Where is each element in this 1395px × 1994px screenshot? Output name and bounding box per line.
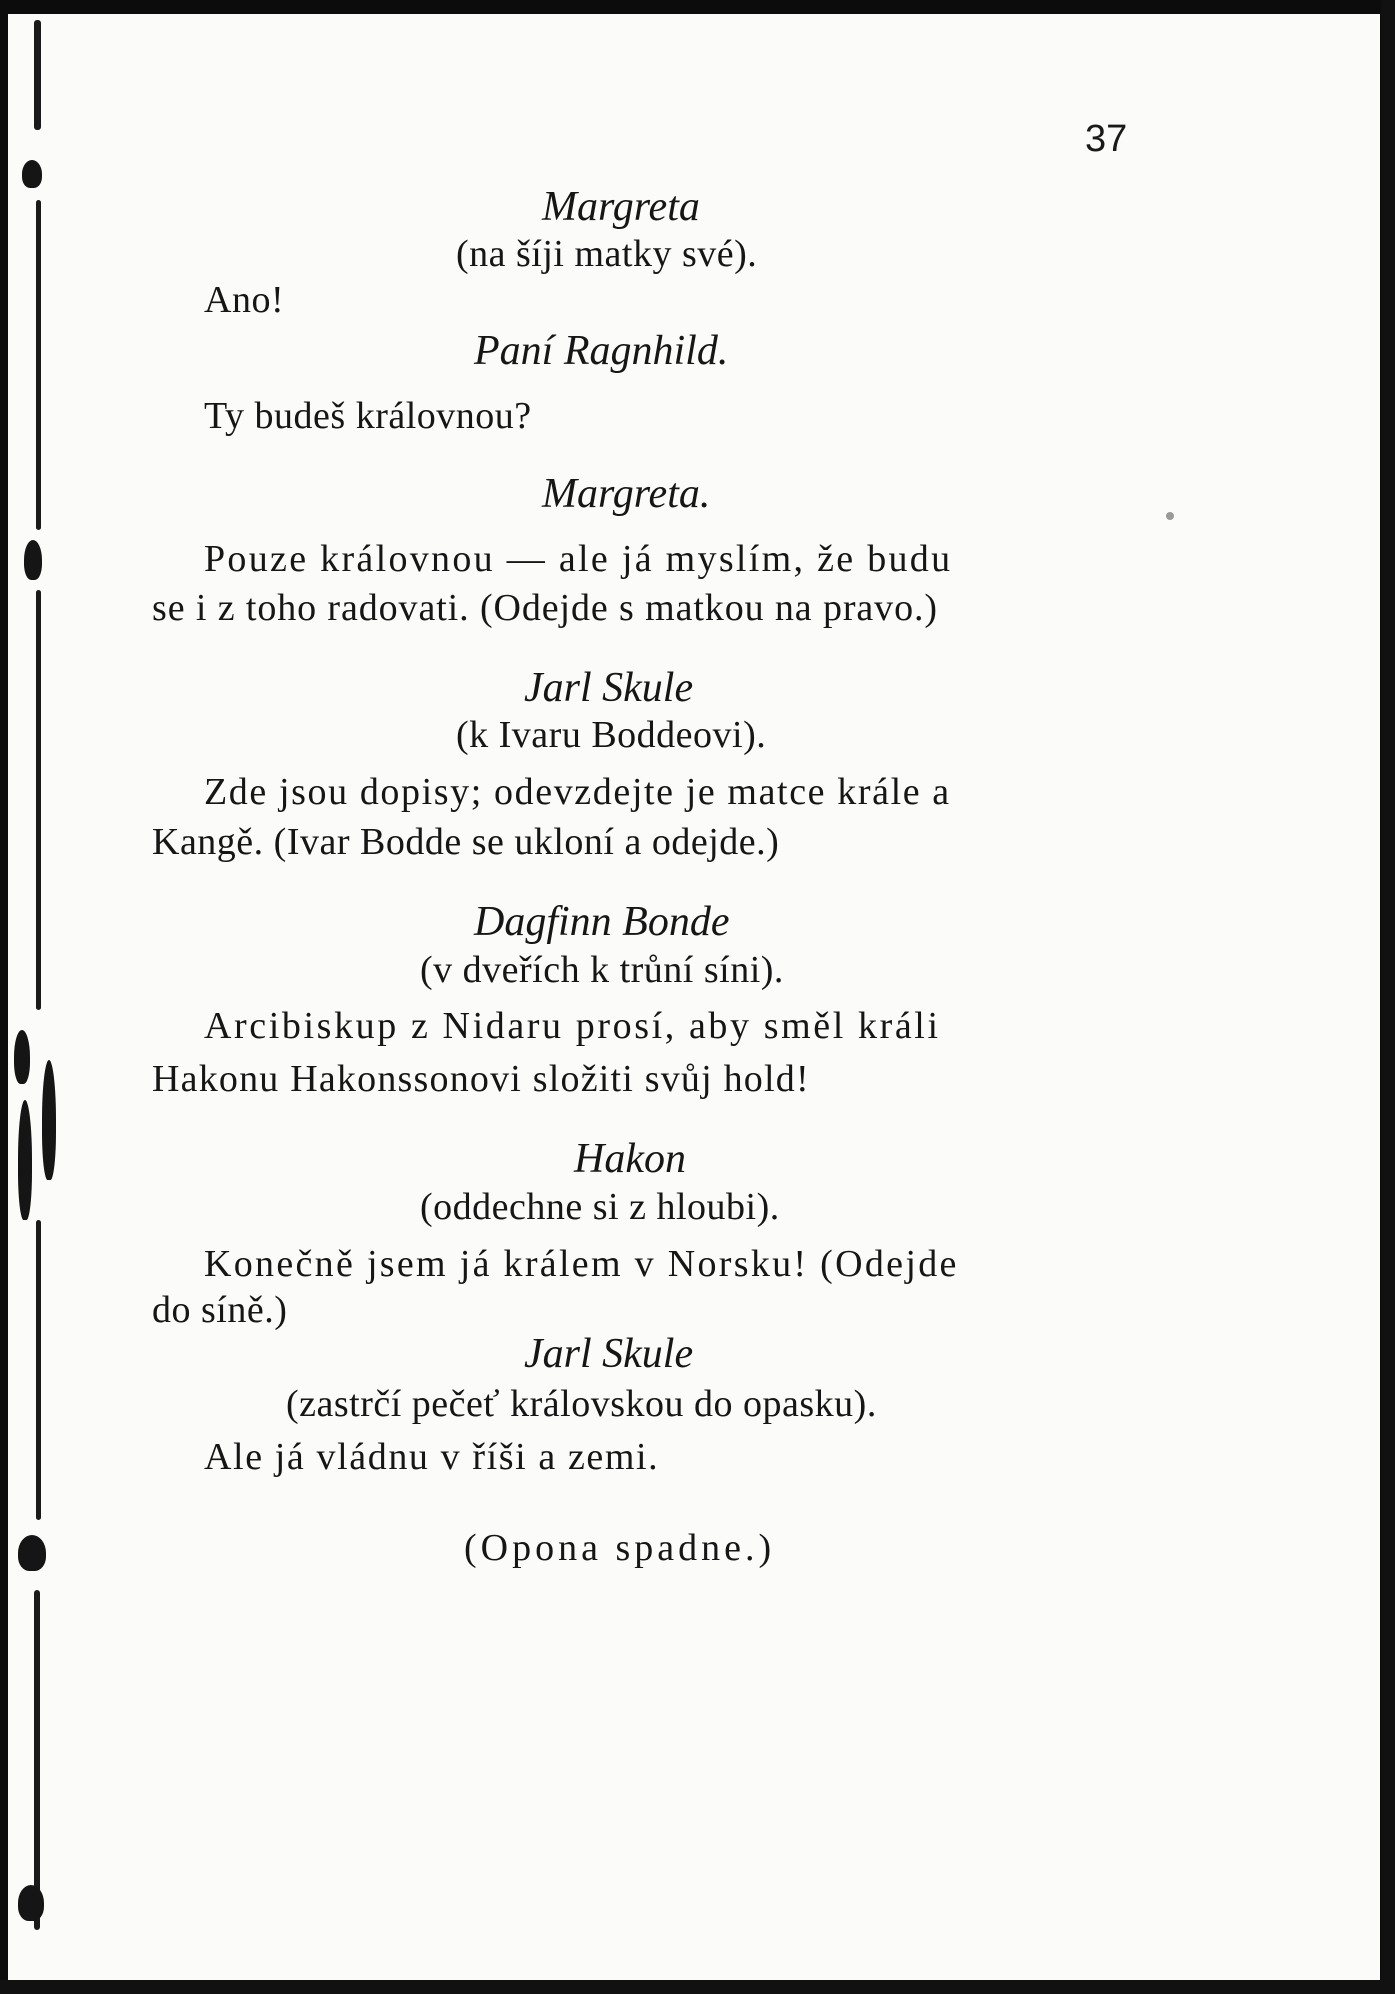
curtain-direction: (Opona spadne.) bbox=[464, 1527, 776, 1569]
dialogue-line: Ale já vládnu v říši a zemi. bbox=[204, 1436, 660, 1478]
stage-direction: (k Ivaru Boddeovi). bbox=[456, 714, 767, 756]
dialogue-line: Pouze královnou — ale já myslím, že budu bbox=[204, 538, 953, 580]
stage-direction: (v dveřích k trůní síni). bbox=[420, 949, 784, 991]
page-number: 37 bbox=[1085, 118, 1128, 160]
dialogue-line: Hakonu Hakonssonovi složiti svůj hold! bbox=[152, 1058, 810, 1100]
dialogue-line: Kangě. (Ivar Bodde se ukloní a odejde.) bbox=[152, 821, 780, 863]
stage-direction: (oddechne si z hloubi). bbox=[420, 1186, 780, 1228]
binding-edge bbox=[0, 20, 60, 1980]
dialogue-line: Arcibiskup z Nidaru prosí, aby směl králi bbox=[204, 1005, 941, 1047]
stage-direction: (na šíji matky své). bbox=[456, 233, 758, 275]
speaker-pani-ragnhild: Paní Ragnhild. bbox=[474, 328, 729, 374]
dialogue-line: Zde jsou dopisy; odevzdejte je matce krále a bbox=[204, 771, 951, 813]
scan-edge-bottom bbox=[0, 1980, 1395, 1994]
stage-direction: (zastrčí pečeť královskou do opasku). bbox=[286, 1383, 877, 1425]
dialogue-line: do síně.) bbox=[152, 1289, 288, 1331]
speaker-jarl-skule: Jarl Skule bbox=[524, 1331, 694, 1377]
speaker-jarl-skule: Jarl Skule bbox=[524, 665, 694, 711]
dialogue-line: Ano! bbox=[204, 279, 285, 321]
speaker-margreta: Margreta. bbox=[542, 471, 711, 517]
speaker-margreta: Margreta bbox=[542, 184, 700, 230]
dialogue-line: se i z toho radovati. (Odejde s matkou na pravo.) bbox=[152, 587, 938, 629]
speaker-dagfinn-bonde: Dagfinn Bonde bbox=[474, 899, 730, 945]
speaker-hakon: Hakon bbox=[574, 1136, 686, 1182]
scan-edge-right bbox=[1381, 0, 1395, 1994]
dialogue-line: Konečně jsem já králem v Norsku! (Odejde bbox=[204, 1243, 959, 1285]
dialogue-line: Ty budeš královnou? bbox=[204, 395, 532, 437]
